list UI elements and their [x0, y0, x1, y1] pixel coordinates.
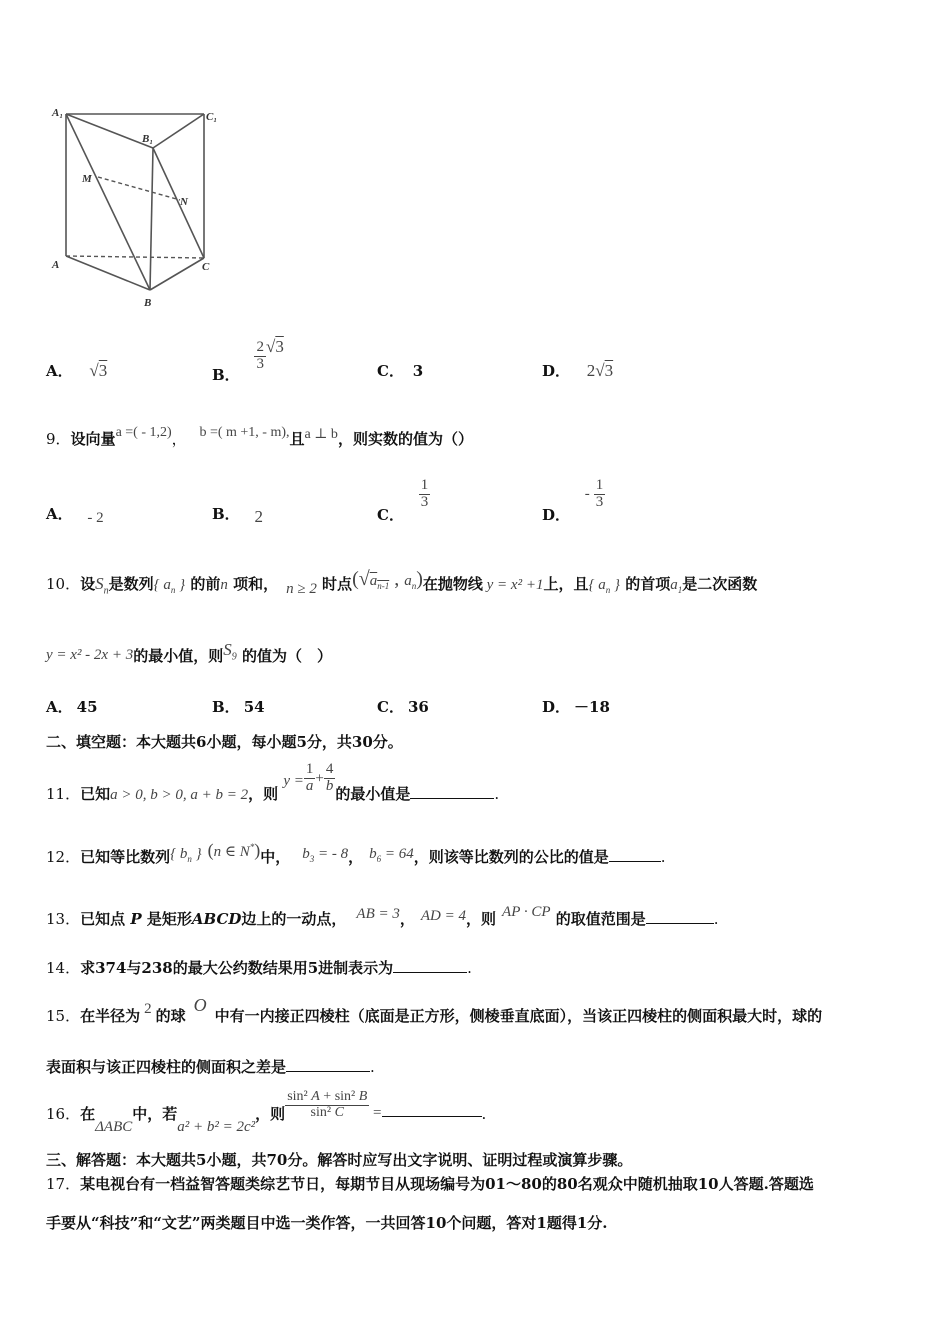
edge-b-c [150, 258, 204, 290]
q10-option-a[interactable]: A． 45 [46, 698, 98, 716]
edge-a-b [66, 256, 150, 290]
question-14: 14．求374与238的最大公约数结果用5进制表示为 . [46, 959, 472, 977]
perp-condition: a ⊥ b [304, 427, 338, 442]
label-b1: B₁ [142, 133, 154, 145]
q9-option-d[interactable]: D． - $\frac{1}{3}$ [542, 477, 604, 525]
edge-b1-c1 [153, 114, 204, 148]
answer-blank[interactable] [410, 797, 494, 799]
question-9: 9．设向量a =( - 1,2)， b =( m +1, - m),且a ⊥ b，则实数的值为（） [46, 425, 473, 448]
vector-b: b =( m +1, - m), [199, 425, 290, 440]
question-10-line1: 10．设$S_n$是数列{ $a_n$ } 的前n 项和， n ≥ 2 时点($√a_{n-1}$ , $a_n$)在抛物线 y = x² +1上，且{ $a_n$ } 的首项$a_1$是二次函数 [46, 568, 758, 597]
label-c1: C₁ [206, 111, 218, 123]
question-17-line1: 17．某电视台有一档益智答题类综艺节日，每期节目从现场编号为01～80的80名观众中随机抽取10人答题.答题选 [46, 1175, 814, 1193]
question-15-line2: 表面积与该正四棱柱的侧面积之差是 . [46, 1058, 375, 1076]
option-value: √3 [89, 361, 108, 380]
answer-blank[interactable] [646, 922, 714, 924]
question-15-line1: 15．在半径为 2 的球O中有一内接正四棱柱（底面是正方形，侧棱垂直底面），当该正四棱柱的侧面积最大时，球的 [46, 995, 823, 1025]
edge-b1-b [150, 148, 153, 290]
option-letter: A． [46, 362, 73, 380]
question-16: 16．在ΔABC中，若a² + b² = 2c²，则 $\frac{\text{sin² A + sin² B}}{\text{sin² C}}$ = . [46, 1089, 487, 1136]
option-letter: C． [377, 362, 404, 380]
label-m: M [82, 173, 92, 185]
option-value-fraction: $\frac{2}{3}$ [256, 339, 264, 372]
option-letter: D． [542, 362, 571, 380]
label-c: C [202, 261, 210, 273]
question-number: 9． [46, 430, 71, 448]
question-11: 11．已知a > 0, b > 0, a + b = 2，则 y = $\frac{1}{a}$ + $\frac{4}{b}$ 的最小值是 . [46, 761, 500, 804]
q10-option-c[interactable]: C． 36 [377, 698, 429, 716]
answer-blank[interactable] [393, 971, 467, 973]
label-b: B [144, 297, 152, 309]
q9-option-c[interactable]: C． $\frac{1}{3}$ [377, 477, 429, 525]
q9-option-a[interactable]: A． - 2 [46, 505, 104, 526]
answer-blank[interactable] [382, 1115, 482, 1117]
section-3-heading: 三、解答题：本大题共5小题，共70分。解答时应写出文字说明、证明过程或演算步骤。 [46, 1151, 633, 1169]
q8-option-a[interactable] [46, 360, 107, 381]
option-value: 3 [412, 362, 424, 380]
q9-option-b[interactable]: B． 2 [212, 505, 263, 526]
q8-option-d[interactable] [542, 360, 613, 381]
q10-option-b[interactable]: B． 54 [212, 698, 265, 716]
vector-a: a =( - 1,2) [115, 425, 172, 440]
question-13: 13．已知点 P 是矩形ABCD边上的一动点， AB = 3， AD = 4，则 AP · CP 的取值范围是 . [46, 904, 719, 928]
question-17-line2: 手要从“科技”和“文艺”两类题目中选一类作答，一共回答10个问题，答对1题得1分. [46, 1214, 608, 1232]
option-value-fraction: $\frac{1}{3}$ [420, 477, 429, 510]
answer-blank[interactable] [286, 1070, 370, 1072]
prism-figure [40, 100, 230, 315]
option-value-fraction: $\frac{1}{3}$ [595, 477, 604, 510]
answer-blank[interactable] [609, 860, 661, 862]
label-n: N [180, 196, 188, 208]
option-value: 2√3 [586, 361, 614, 380]
question-12: 12．已知等比数列{ $b_n$ } (n ∈ N*)中， $b_3$ = - 8， $b_6 = 64$，则该等比数列的公比的值是 . [46, 840, 666, 866]
q8-option-c[interactable] [377, 360, 423, 381]
label-a: A [52, 259, 60, 271]
question-10-line2: y = x² - 2x + 3的最小值，则$S_9$ 的值为（ ） [46, 640, 332, 665]
edge-b1-c [153, 148, 204, 258]
label-a1: A₁ [52, 107, 64, 119]
edge-a1-b [66, 114, 150, 290]
section-2-heading: 二、填空题：本大题共6小题，每小题5分，共30分。 [46, 733, 403, 751]
q8-option-b[interactable]: B． $\frac{2}{3}$ √3 [212, 337, 284, 385]
q10-option-d[interactable]: D． －18 [542, 698, 610, 716]
option-letter: B． [212, 366, 240, 385]
